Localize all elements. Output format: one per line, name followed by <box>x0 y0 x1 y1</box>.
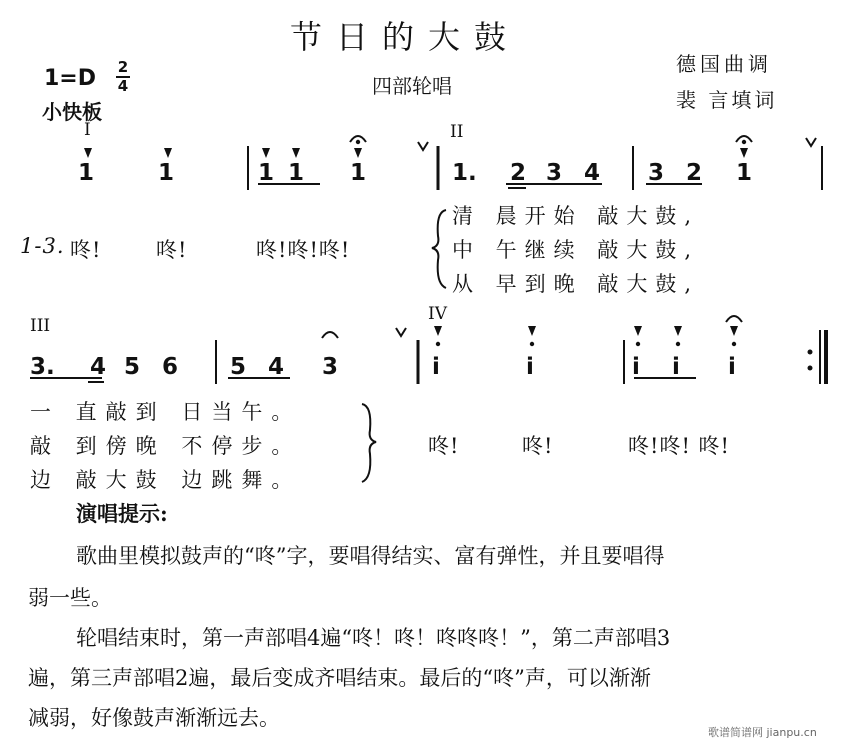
fermata <box>726 316 742 322</box>
staccato-mark <box>730 326 738 336</box>
fermata <box>322 332 338 338</box>
note: i <box>432 354 440 380</box>
dong-lyric: 咚!咚! 咚! <box>628 434 730 458</box>
verse-line: 敲 到傍晚 不停步。 <box>30 434 302 458</box>
note: 1 <box>350 160 367 186</box>
notes-paragraph-line: 轮唱结束时，第一声部唱4遍“咚！咚！咚咚咚！”，第二声部唱3 <box>76 626 671 650</box>
song-title: 节日的大鼓 <box>290 18 521 56</box>
note: 5 <box>124 354 141 380</box>
staccato-mark <box>84 148 92 158</box>
staccato-mark <box>634 326 642 336</box>
note: 1. <box>452 160 477 186</box>
note: 3. <box>30 354 55 380</box>
staccato-mark <box>528 326 536 336</box>
note: i <box>672 354 680 380</box>
dong-lyric: 咚! <box>522 434 554 458</box>
breath-mark <box>396 328 406 336</box>
staccato-mark <box>164 148 172 158</box>
dong-lyric: 咚!咚!咚! <box>256 238 351 262</box>
note: 1 <box>78 160 95 186</box>
lyrics-credit: 裴 言填词 <box>676 88 778 112</box>
section-marker-1: I <box>84 120 91 140</box>
note: 5 <box>230 354 247 380</box>
time-signature-bottom: 4 <box>117 77 129 95</box>
notes-heading: 演唱提示: <box>76 501 168 526</box>
note: 2 <box>686 160 703 186</box>
note: i <box>632 354 640 380</box>
note: 4 <box>268 354 285 380</box>
note: 3 <box>546 160 563 186</box>
note: 6 <box>162 354 179 380</box>
notes-paragraph-line: 歌曲里模拟鼓声的“咚”字，要唱得结实、富有弹性，并且要唱得 <box>76 544 665 568</box>
note: i <box>728 354 736 380</box>
staccato-mark <box>434 326 442 336</box>
note: 3 <box>648 160 665 186</box>
dong-lyric: 咚! <box>428 434 460 458</box>
staccato-mark <box>740 148 748 158</box>
note: 3 <box>322 354 339 380</box>
note: 4 <box>90 354 107 380</box>
music-credit: 德国曲调 <box>676 52 772 76</box>
time-signature-top: 2 <box>117 58 129 76</box>
verse-line: 中 午继续 敲大鼓, <box>452 238 700 262</box>
staccato-mark <box>674 326 682 336</box>
notes-paragraph-line: 减弱，好像鼓声渐渐远去。 <box>28 706 280 730</box>
verse-brace <box>362 404 376 482</box>
note: 1 <box>736 160 753 186</box>
staccato-mark <box>292 148 300 158</box>
section-marker-3: III <box>30 316 51 336</box>
breath-mark <box>806 138 816 146</box>
watermark: 歌谱简谱网 jianpu.cn <box>708 726 817 739</box>
verse-line: 边 敲大鼓 边跳舞。 <box>30 468 302 492</box>
note: 1 <box>258 160 275 186</box>
staccato-mark <box>262 148 270 158</box>
section-marker-4: IV <box>428 304 447 324</box>
dong-lyric: 咚! <box>156 238 188 262</box>
staccato-mark <box>354 148 362 158</box>
section-marker-2: II <box>450 122 464 142</box>
note: i <box>526 354 534 380</box>
key-signature: 1=D <box>44 66 97 91</box>
verse-brace <box>432 210 446 288</box>
verse-line: 从 早到晚 敲大鼓, <box>452 272 700 296</box>
note: 4 <box>584 160 601 186</box>
breath-mark <box>418 142 428 150</box>
verse-line: 一 直敲到 日当午。 <box>30 400 302 424</box>
note: 2 <box>510 160 527 186</box>
note: 1 <box>158 160 175 186</box>
performance-note: 四部轮唱 <box>372 74 452 98</box>
tempo-marking: 小快板 <box>42 100 102 124</box>
notes-paragraph-line: 遍，第三声部唱2遍，最后变成齐唱结束。最后的“咚”声，可以渐渐 <box>28 666 651 690</box>
note: 1 <box>288 160 305 186</box>
dong-lyric: 咚! <box>70 238 102 262</box>
notes-paragraph-line: 弱一些。 <box>28 586 112 610</box>
dong-prefix: 1-3. <box>20 234 65 258</box>
verse-line: 清 晨开始 敲大鼓, <box>452 204 700 228</box>
